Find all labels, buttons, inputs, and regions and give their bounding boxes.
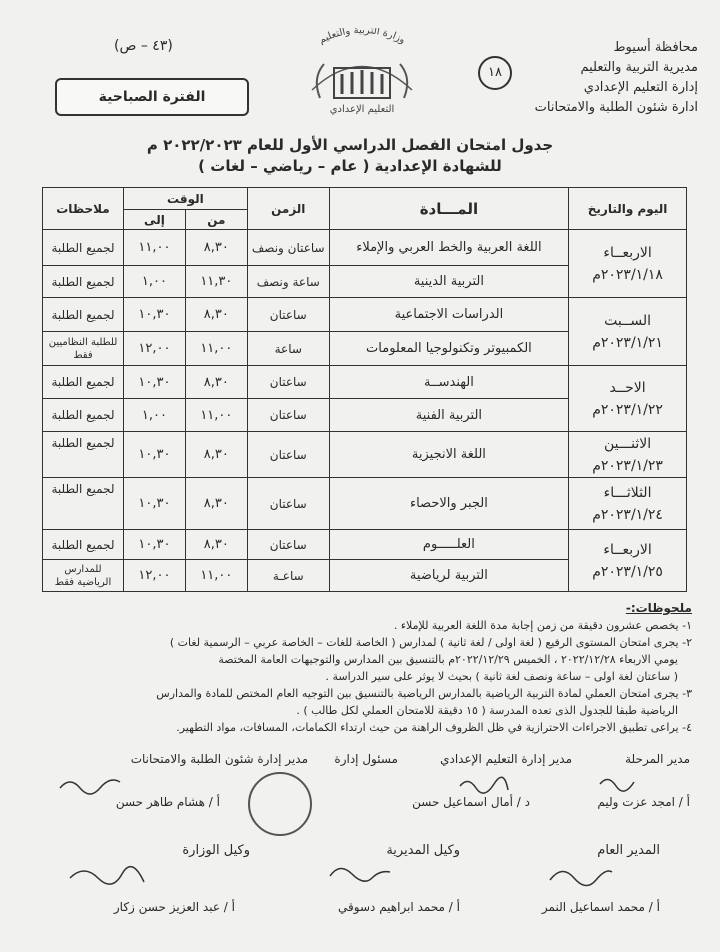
ministry-logo <box>272 28 452 118</box>
duration-cell: ساعتان <box>247 478 329 530</box>
duration-cell: ساعة <box>247 332 329 366</box>
day-cell: الاربعــاء ٢٠٢٣/١/١٨م <box>569 230 687 298</box>
to-cell: ١٠,٣٠ <box>123 298 185 332</box>
duration-cell: ساعتان <box>247 530 329 560</box>
notes-title: ملحوظات:- <box>625 601 692 615</box>
day-cell: الســبت ٢٠٢٣/١/٢١م <box>569 298 687 366</box>
to-cell: ١٠,٣٠ <box>123 432 185 478</box>
note-item: ١- يخصص عشرون دقيقة من زمن إجابة مدة اللغة العربية للإملاء . <box>393 619 692 632</box>
note-item: ٣- يجرى امتحان العملي لمادة التربية الرياضية بالمدارس الرياضية بالتنسيق بين التوجيه العام المختص للمادة والمدارس <box>156 687 692 700</box>
signature-title: مدير إدارة شئون الطلبة والامتحانات <box>130 752 308 766</box>
from-cell: ٨,٣٠ <box>185 432 247 478</box>
subject-cell: التربية الفنية <box>329 399 568 432</box>
table-header-row <box>43 188 687 210</box>
from-cell: ٨,٣٠ <box>185 230 247 266</box>
duration-cell: ساعتان <box>247 432 329 478</box>
day-cell: الاحــد ٢٠٢٣/١/٢٢م <box>569 366 687 432</box>
directorate-label: مديرية التربية والتعليم <box>580 60 698 75</box>
note-item: يومي الاربعاء ٢٠٢٢/١٢/٢٨ ، الخميس ٢٠٢٢/١٢/٢٩م بالتنسيق بين المدارس والتوجيهات العامة المختصة <box>218 653 678 666</box>
note-cell: لجميع الطلبة <box>43 230 124 266</box>
logo-caption: التعليم الإعدادي <box>329 104 395 115</box>
to-cell: ١٠,٣٠ <box>123 530 185 560</box>
note-cell: لجميع الطلبة <box>43 432 124 478</box>
col-header-time: الوقت <box>123 188 247 210</box>
subject-cell: الكمبيوتر وتكنولوجيا المعلومات <box>329 332 568 366</box>
to-cell: ١,٠٠ <box>123 266 185 298</box>
subject-cell: الهندســة <box>329 366 568 399</box>
table-row <box>43 478 687 530</box>
period-box: الفترة الصباحية <box>55 78 249 116</box>
to-cell: ١٠,٣٠ <box>123 478 185 530</box>
note-cell: لجميع الطلبة <box>43 478 124 530</box>
signature-names-row-1 <box>20 795 690 815</box>
subject-cell: اللغة العربية والخط العربي والإملاء <box>329 230 568 266</box>
to-cell: ١١,٠٠ <box>123 230 185 266</box>
svg-text:وزارة التربية والتعليم <box>317 28 407 46</box>
signature-name: أ / محمد ابراهيم دسوقي <box>338 900 460 914</box>
note-cell: للمدارس الرياضية فقط <box>43 560 124 592</box>
to-cell: ١٠,٣٠ <box>123 366 185 399</box>
signature-names-row-2 <box>20 900 690 920</box>
day-cell: الاثنـــين ٢٠٢٣/١/٢٣م <box>569 432 687 478</box>
col-header-to: إلى <box>123 210 185 230</box>
signature-name: أ / هشام طاهر حسن <box>115 795 220 809</box>
from-cell: ٨,٣٠ <box>185 298 247 332</box>
duration-cell: ساعتان <box>247 366 329 399</box>
subject-cell: العلـــــوم <box>329 530 568 560</box>
logo-arc-text: وزارة التربية والتعليم <box>317 28 408 47</box>
signature-name: أ / عبد العزيز حسن زكار <box>113 900 235 914</box>
from-cell: ١١,٠٠ <box>185 399 247 432</box>
signature-name: أ / محمد اسماعيل النمر <box>541 900 660 914</box>
subject-cell: اللغة الانجيزية <box>329 432 568 478</box>
signature-titles-row-1 <box>20 752 690 772</box>
table-row <box>43 230 687 266</box>
from-cell: ١١,٠٠ <box>185 332 247 366</box>
duration-cell: ساعتان ونصف <box>247 230 329 266</box>
signature-title: وكيل المديرية <box>386 843 460 858</box>
from-cell: ٨,٣٠ <box>185 366 247 399</box>
col-header-notes: ملاحظات <box>43 188 124 230</box>
note-item: ٤- يراعى تطبيق الاجراءات الاحترازية في ظل الظروف الراهنة من حيث ارتداء الكمامات، المسافات، مواد التطهير. <box>176 721 692 734</box>
document-number-badge: ١٨ <box>478 56 512 90</box>
signature-scribbles-row-2 <box>30 858 690 898</box>
note-item: الرياضية طبقا للجدول الذى تعده المدرسة ( ١٥ دقيقة للامتحان العملي لكل طالب ) . <box>296 704 678 717</box>
signature-title: مدير المرحلة <box>625 752 690 766</box>
to-cell: ١٢,٠٠ <box>123 332 185 366</box>
duration-cell: ساعـة <box>247 560 329 592</box>
table-row <box>43 366 687 399</box>
table-row <box>43 530 687 560</box>
document-subtitle: للشهادة الإعدادية ( عام – رياضي – لغات ) <box>198 157 502 175</box>
subject-cell: الجبر والاحصاء <box>329 478 568 530</box>
col-header-from: من <box>185 210 247 230</box>
note-cell: للطلبة النظاميين فقط <box>43 332 124 366</box>
signature-name: د / أمال اسماعيل حسن <box>412 795 530 809</box>
signature-title: مدير إدارة التعليم الإعدادي <box>440 752 572 766</box>
note-item: ( ساعتان لغة اولى – ساعة ونصف لغة ثانية ) بحيث لا يوثر على سير الدراسة . <box>325 670 678 683</box>
signature-title: المدير العام <box>597 843 660 858</box>
subject-cell: الدراسات الاجتماعية <box>329 298 568 332</box>
table-row <box>43 298 687 332</box>
department-label: ادارة شئون الطلبة والامتحانات <box>534 100 698 115</box>
signature-name: أ / امجد عزت وليم <box>597 795 690 809</box>
administration-label: إدارة التعليم الإعدادي <box>583 80 698 95</box>
day-cell: الثلاثـــاء ٢٠٢٣/١/٢٤م <box>569 478 687 530</box>
col-header-duration: الزمن <box>247 188 329 230</box>
duration-cell: ساعة ونصف <box>247 266 329 298</box>
governorate-label: محافظة أسيوط <box>613 40 698 55</box>
exam-schedule-table <box>42 187 687 592</box>
note-cell: لجميع الطلبة <box>43 366 124 399</box>
document-title: جدول امتحان الفصل الدراسي الأول للعام ٢٠٢٢/٢٠٢٣ م <box>146 136 554 154</box>
col-header-day: اليوم والتاريخ <box>569 188 687 230</box>
form-code: (٤٣ – ص) <box>114 38 173 54</box>
note-cell: لجميع الطلبة <box>43 530 124 560</box>
from-cell: ١١,٠٠ <box>185 560 247 592</box>
from-cell: ١١,٣٠ <box>185 266 247 298</box>
table-row <box>43 432 687 478</box>
notes-section <box>24 600 692 736</box>
duration-cell: ساعتان <box>247 298 329 332</box>
to-cell: ١٢,٠٠ <box>123 560 185 592</box>
note-cell: لجميع الطلبة <box>43 399 124 432</box>
from-cell: ٨,٣٠ <box>185 478 247 530</box>
subject-cell: التربية الدينية <box>329 266 568 298</box>
note-item: ٢- يجرى امتحان المستوى الرفيع ( لغة اولى / لغة ثانية ) لمدارس ( الخاصة للغات – الخاصة عربي – الرسمية لغات ) <box>169 636 692 649</box>
duration-cell: ساعتان <box>247 399 329 432</box>
note-cell: لجميع الطلبة <box>43 298 124 332</box>
note-cell: لجميع الطلبة <box>43 266 124 298</box>
col-header-subject: المـــادة <box>329 188 568 230</box>
day-cell: الاربعــاء ٢٠٢٣/١/٢٥م <box>569 530 687 592</box>
subject-cell: التربية لرياضية <box>329 560 568 592</box>
signature-title: وكيل الوزارة <box>182 843 250 858</box>
to-cell: ١,٠٠ <box>123 399 185 432</box>
from-cell: ٨,٣٠ <box>185 530 247 560</box>
signature-title: مسئول إدارة <box>334 752 398 766</box>
